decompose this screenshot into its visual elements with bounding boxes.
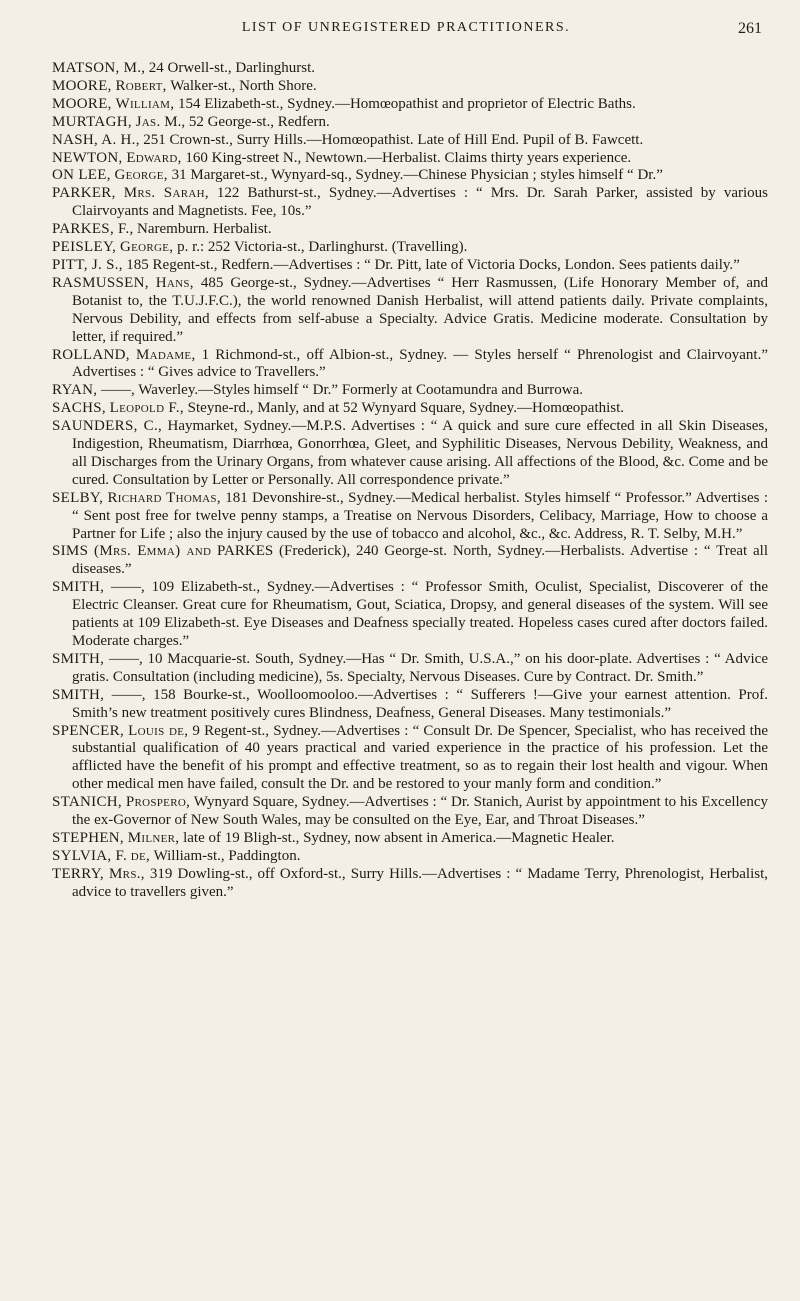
entry-surname: SELBY, <box>52 489 104 506</box>
entry-surname: SMITH, <box>52 579 105 596</box>
practitioner-entry <box>52 347 768 383</box>
practitioner-entry <box>52 150 768 168</box>
entry-surname: ROLLAND, <box>52 346 130 363</box>
entry-given-name: George, <box>119 239 174 256</box>
entry-details: ——, 158 Bourke-st., Woolloomooloo.—Advertises : “ Sufferers !—Give your earnest attention. Prof. Smith’s new treatment positively cures Blindness, Deafness, General Diseases. Many testimonials.” <box>72 686 768 721</box>
entry-details: 319 Dowling-st., off Oxford-st., Surry Hills.—Advertises : “ Madame Terry, Phrenologist, Herbalist, advice to travellers given.” <box>72 865 769 900</box>
entry-details: 181 Devonshire-st., Sydney.—Medical herbalist. Styles himself “ Professor.” Advertises : “ Sent post free for twelve penny stamps, a Treatise on Nervous Disorders, Celibacy, Marriage, How to choose a Partner for Life ; also the injury caused by the use of tobacco and alcohol, &c., &c. Address, R. T. Selby, M.H.” <box>72 489 768 542</box>
entry-given-name: Mrs. Sarah, <box>123 185 209 202</box>
entry-given-name: Leopold F., <box>109 400 184 417</box>
practitioner-entry <box>52 543 768 579</box>
entry-details: 160 King-street N., Newtown.—Herbalist. Claims thirty years experience. <box>181 149 632 166</box>
practitioner-entry <box>52 96 768 114</box>
practitioner-entry <box>52 794 768 830</box>
entry-details: 485 George-st., Sydney.—Advertises “ Herr Rasmussen, (Life Honorary Member of, and Botanist to, the T.U.J.F.C.), the world renowned Danish Herbalist, will attend patients daily. Private complaints, Nervous Debility, and effects from self-abuse a Specialty. Advice Gratis. Medicine moderate. Consultation by letter, if required.” <box>72 274 768 345</box>
entry-given-name: George, <box>114 167 168 184</box>
entry-details: 31 Margaret-st., Wynyard-sq., Sydney.—Chinese Physician ; styles himself “ Dr.” <box>167 167 663 184</box>
entry-surname: NEWTON, <box>52 149 123 166</box>
entry-details: William-st., Paddington. <box>150 847 301 864</box>
practitioner-entry <box>52 275 768 347</box>
entry-surname: MOORE, <box>52 95 112 112</box>
entry-surname: PARKER, <box>52 185 116 202</box>
practitioner-entry <box>52 848 768 866</box>
entry-details: Steyne-rd., Manly, and at 52 Wynyard Square, Sydney.—Homœopathist. <box>183 400 625 417</box>
entry-details: , 24 Orwell-st., Darlinghurst. <box>141 60 315 76</box>
running-head <box>50 20 762 44</box>
entry-surname: ON LEE, <box>52 167 111 184</box>
entry-surname: SIMS <box>52 543 89 560</box>
entry-details: Wynyard Square, Sydney.—Advertises : “ Dr. Stanich, Aurist by appointment to his Excellency the ex-Governor of New South Wales, may be consulted on the Eye, Ear, and Throat Diseases.” <box>72 794 768 829</box>
entry-details: Walker-st., North Shore. <box>166 77 317 94</box>
entry-surname: STEPHEN, <box>52 829 124 846</box>
entry-given-name: Robert, <box>115 77 167 94</box>
page-number: 261 <box>738 20 762 37</box>
running-title: LIST OF UNREGISTERED PRACTITIONERS. <box>241 20 571 35</box>
entry-given-name: Louis de, <box>128 722 189 739</box>
entry-details: ——, 109 Elizabeth-st., Sydney.—Advertises : “ Professor Smith, Oculist, Specialist, Discoverer of the Electric Cleanser. Great cure for Rheumatism, Gout, Sciatica, Dropsy, and general diseases of the system. Will see patients at 109 Elizabeth-st. Eye Diseases and Deafness specially treated. Hopeless cases cured after doctors failed. Moderate charges.” <box>72 579 768 649</box>
practitioner-entry <box>52 60 768 78</box>
practitioner-entry <box>52 221 768 239</box>
practitioner-entry <box>52 490 768 544</box>
entry-details: PARKES (Frederick), 240 George-st. North, Sydney.—Herbalists. Advertise : “ Treat all diseases.” <box>72 543 768 578</box>
entry-given-name: Jas. <box>135 113 161 130</box>
entry-details: M., 52 George-st., Redfern. <box>160 113 330 130</box>
entry-details: 122 Bathurst-st., Sydney.—Advertises : “ Mrs. Dr. Sarah Parker, assisted by various Clairvoyants and Magnetists. Fee, 10s.” <box>72 185 769 220</box>
practitioner-entry <box>52 651 768 687</box>
entry-surname: SYLVIA, F. <box>52 847 128 864</box>
entry-surname: MATSON, M. <box>52 60 142 76</box>
entry-details: 154 Elizabeth-st., Sydney.—Homœopathist and proprietor of Electric Baths. <box>174 95 636 112</box>
entry-details: ——, Waverley.—Styles himself “ Dr.” Formerly at Cootamundra and Burrowa. <box>97 382 584 399</box>
entry-given-name: Madame, <box>135 346 196 363</box>
practitioner-entry <box>52 687 768 723</box>
entry-surname: RYAN, <box>52 382 98 399</box>
entry-surname: MOORE, <box>52 77 112 94</box>
entry-surname: RASMUSSEN, <box>52 274 149 291</box>
entry-details: p. r.: 252 Victoria-st., Darlinghurst. (Travelling). <box>173 239 468 256</box>
entry-details: 9 Regent-st., Sydney.—Advertises : “ Consult Dr. De Spencer, Specialist, who has received the substantial qualification of 40 years practical and varied experience in the practice of his profession. Let the afflicted have the benefit of his prompt and effective treatment, so as to regain their lost health and vigour. When other medical men have failed, consult the Dr. and be restored to your manly form and condition.” <box>72 722 768 793</box>
entry-surname: MURTAGH, <box>52 113 132 130</box>
entry-surname: PEISLEY, <box>52 239 117 256</box>
entry-surname: SAUNDERS, C. <box>52 418 159 435</box>
entry-details: 1 Richmond-st., off Albion-st., Sydney. — Styles herself “ Phrenologist and Clairvoyant.” Advertises : “ Gives advice to Travellers.” <box>72 346 768 381</box>
entry-surname: SMITH, <box>52 650 105 667</box>
entry-surname: NASH, A. H. <box>52 131 136 148</box>
practitioner-entry <box>52 400 768 418</box>
practitioner-entry <box>52 257 768 275</box>
practitioner-entry <box>52 830 768 848</box>
entry-surname: PITT, J. S. <box>52 256 119 273</box>
entry-given-name: Milner, <box>127 829 180 846</box>
entry-surname: STANICH, <box>52 794 122 811</box>
practitioner-entry <box>52 185 768 221</box>
practitioner-entry <box>52 239 768 257</box>
practitioner-entry <box>52 167 768 185</box>
entry-given-name: Prospero, <box>125 794 191 811</box>
practitioner-entry <box>52 132 768 150</box>
entry-surname: SMITH, <box>52 686 105 703</box>
practitioner-entry <box>52 78 768 96</box>
entry-surname: SPENCER, <box>52 722 125 739</box>
entry-details: , 251 Crown-st., Surry Hills.—Homœopathist. Late of Hill End. Pupil of B. Fawcett. <box>135 131 644 148</box>
entry-given-name: Mrs., <box>109 865 145 882</box>
entry-given-name: Hans, <box>155 274 194 291</box>
practitioner-list <box>52 60 768 902</box>
entry-given-name: (Mrs. Emma) and <box>94 543 212 560</box>
entry-details: , 185 Regent-st., Redfern.—Advertises : “ Dr. Pitt, late of Victoria Docks, London. Sees patients daily.” <box>118 256 740 273</box>
practitioner-entry <box>52 114 768 132</box>
entry-given-name: de, <box>130 847 151 864</box>
entry-given-name: Richard Thomas, <box>107 489 221 506</box>
practitioner-entry <box>52 579 768 651</box>
entry-details: ——, 10 Macquarie-st. South, Sydney.—Has “ Dr. Smith, U.S.A.,” on his door-plate. Advertises : “ Advice gratis. Consultation (including medicine), 5s. Specialty, Nervous Diseases. Cure by Contract. Dr. Smith.” <box>72 650 768 685</box>
entry-given-name: Edward, <box>126 149 182 166</box>
entry-given-name: William, <box>115 95 175 112</box>
practitioner-entry <box>52 723 768 795</box>
practitioner-entry <box>52 866 768 902</box>
entry-details: , Haymarket, Sydney.—M.P.S. Advertises : “ A quick and sure cure effected in all Skin Diseases, Indigestion, Rheumatism, Diarrhœa, Gonorrhœa, Gleet, and Syphilitic Diseases, Nervous Debility, Weakness, and all Discharges from the Urinary Organs, from whatever cause arising. All affections of the Blood, &c. Come and be cured. Consultation by Letter or Personally. All correspondence private.” <box>72 418 768 488</box>
entry-details: , Naremburn. Herbalist. <box>129 221 272 238</box>
entry-surname: PARKES, F. <box>52 221 130 238</box>
practitioner-entry <box>52 418 768 490</box>
practitioner-entry <box>52 382 768 400</box>
entry-surname: TERRY, <box>52 865 104 882</box>
entry-details: late of 19 Bligh-st., Sydney, now absent in America.—Magnetic Healer. <box>179 829 615 846</box>
entry-surname: SACHS, <box>52 400 106 417</box>
